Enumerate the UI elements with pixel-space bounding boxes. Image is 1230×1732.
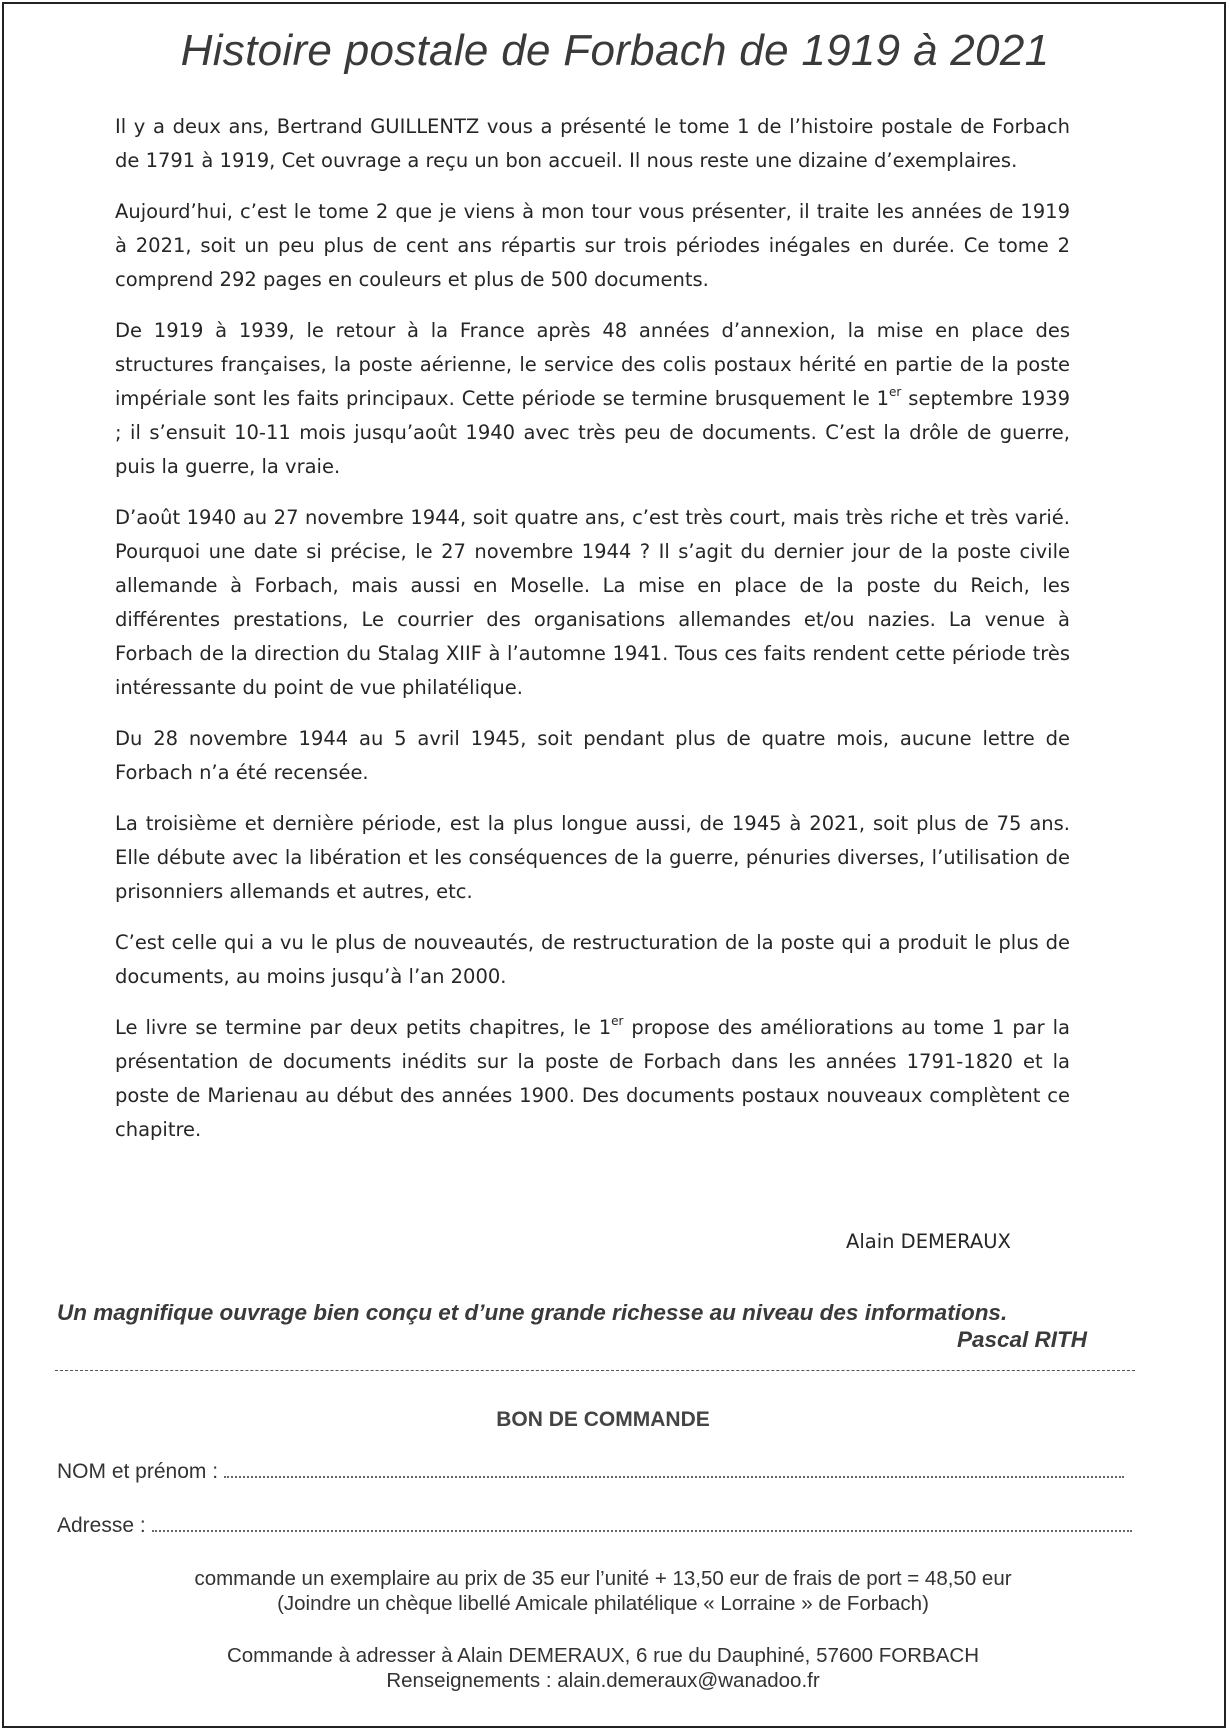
paragraph-text: Le livre se termine par deux petits chapitres, le 1 [115,1016,612,1039]
paragraph-text: propose des améliorations au tome 1 par la présentation de documents inédits sur la poste de Forbach dans les années 1791-1820 et la poste de Marienau au début des années 1900. Des documents postaux nouveaux complètent ce chapitre. [115,1016,1070,1141]
superscript: er [611,1014,624,1028]
review-quote: Un magnifique ouvrage bien conçu et d’une grande richesse au niveau des informations. [57,1300,1008,1325]
cut-line-separator [55,1370,1135,1371]
order-form-title: BON DE COMMANDE [496,1408,710,1431]
order-contact-email: Renseignements : alain.demeraux@wanadoo.fr [386,1669,820,1692]
address-field-blank[interactable] [152,1514,1132,1532]
superscript: er [889,385,902,399]
paragraph-novelties: C’est celle qui a vu le plus de nouveautés, de restructuration de la poste qui a produit le plus de documents, au moins jusqu’à l’an 2000. [115,931,1070,988]
address-field-row [57,1514,1133,1538]
paragraph-tome-2: Aujourd’hui, c’est le tome 2 que je viens à mon tour vous présenter, il traite les années de 1919 à 2021, soit un peu plus de cent ans répartis sur trois périodes inégales en durée. Ce tome 2 comprend 292 pages en couleurs et plus de 500 documents. [115,200,1070,291]
paragraph-text: septembre 1939 ; il s’ensuit 10-11 mois jusqu’août 1940 avec très peu de documents. C’est la drôle de guerre, puis la guerre, la vraie. [115,387,1070,478]
review-author: Pascal RITH [956,1327,1087,1352]
name-field-row [57,1460,1133,1484]
article-body [115,110,1070,1164]
paragraph-text: De 1919 à 1939, le retour à la France après 48 années d’annexion, la mise en place des structures françaises, la poste aérienne, le service des colis postaux hérité en partie de la poste impériale sont les faits principaux. Cette période se termine brusquement le 1 [115,319,1070,410]
paragraph-period-1919-1939 [115,314,1070,484]
author-signature: Alain DEMERAUX [846,1230,1011,1253]
name-field-label: NOM et prénom : [57,1460,219,1483]
paragraph-intro: Il y a deux ans, Bertrand GUILLENTZ vous a présenté le tome 1 de l’histoire postale de Forbach de 1791 à 1919, Cet ouvrage a reçu un bon accueil. Il nous reste une dizaine d’exemplaires. [115,115,1070,172]
order-cheque-line: (Joindre un chèque libellé Amicale philatélique « Lorraine » de Forbach) [277,1592,929,1615]
name-field-blank[interactable] [224,1460,1124,1478]
paragraph-chapters [115,1011,1070,1147]
page-title: Histoire postale de Forbach de 1919 à 2021 [180,26,1050,75]
paragraph-period-1945-2021: La troisième et dernière période, est la plus longue aussi, de 1945 à 2021, soit plus de 75 ans. Elle débute avec la libération et les conséquences de la guerre, pénuries diverses, l’utilisation de prisonniers allemands et autres, etc. [115,812,1070,903]
order-price-line: commande un exemplaire au prix de 35 eur l’unité + 13,50 eur de frais de port = 48,50 eur [194,1567,1012,1590]
paragraph-period-1944-1945: Du 28 novembre 1944 au 5 avril 1945, soit pendant plus de quatre mois, aucune lettre de Forbach n’a été recensée. [115,727,1070,784]
order-send-address: Commande à adresser à Alain DEMERAUX, 6 rue du Dauphiné, 57600 FORBACH [226,1644,980,1667]
address-field-label: Adresse : [57,1514,146,1537]
paragraph-period-1940-1944: D’août 1940 au 27 novembre 1944, soit quatre ans, c’est très court, mais très riche et très varié. Pourquoi une date si précise, le 27 novembre 1944 ? Il s’agit du dernier jour de la poste civile allemande à Forbach, mais aussi en Moselle. La mise en place de la poste du Reich, les différentes prestations, Le courrier des organisations allemandes et/ou nazies. La venue à Forbach de la direction du Stalag XIIF à l’automne 1941. Tous ces faits rendent cette période très intéressante du point de vue philatélique. [115,506,1070,699]
